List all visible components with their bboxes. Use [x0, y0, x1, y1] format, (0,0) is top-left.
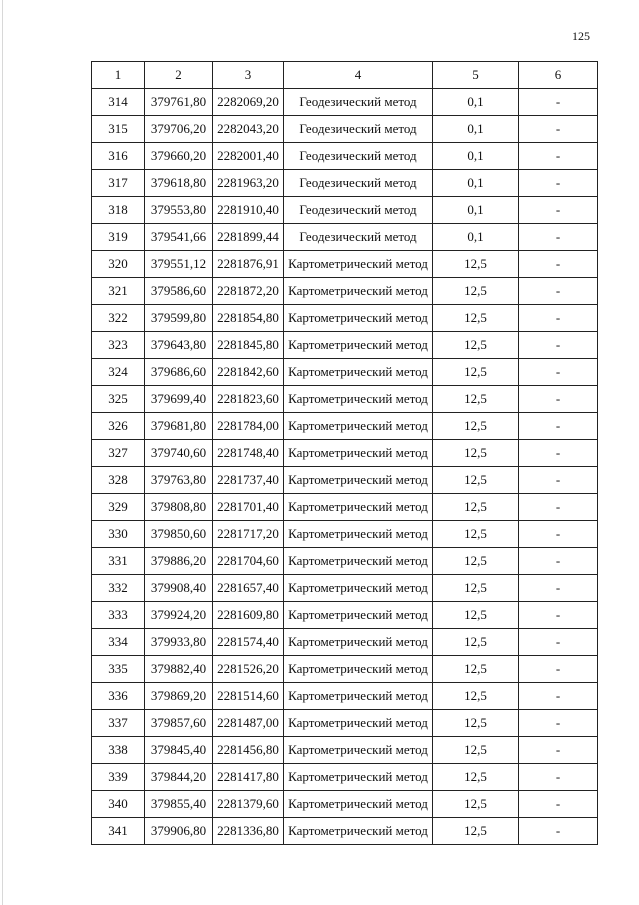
y-coordinate-cell: 2282043,20: [213, 116, 284, 143]
method-cell: Геодезический метод: [284, 89, 433, 116]
table-row: [92, 386, 598, 413]
point-number-cell: 320: [92, 251, 145, 278]
x-coordinate-cell: 379886,20: [145, 548, 213, 575]
method-cell: Картометрический метод: [284, 602, 433, 629]
x-coordinate-cell: 379845,40: [145, 737, 213, 764]
x-coordinate-cell: 379763,80: [145, 467, 213, 494]
note-cell: -: [519, 818, 598, 845]
column-header: 5: [433, 62, 519, 89]
y-coordinate-cell: 2281845,80: [213, 332, 284, 359]
method-cell: Картометрический метод: [284, 710, 433, 737]
table-row: [92, 467, 598, 494]
note-cell: -: [519, 332, 598, 359]
method-cell: Картометрический метод: [284, 548, 433, 575]
method-cell: Картометрический метод: [284, 575, 433, 602]
method-cell: Картометрический метод: [284, 386, 433, 413]
method-cell: Картометрический метод: [284, 791, 433, 818]
method-cell: Картометрический метод: [284, 467, 433, 494]
table-row: [92, 278, 598, 305]
table-row: [92, 737, 598, 764]
table-row: [92, 818, 598, 845]
y-coordinate-cell: 2282069,20: [213, 89, 284, 116]
table-row: [92, 629, 598, 656]
x-coordinate-cell: 379686,60: [145, 359, 213, 386]
point-number-cell: 340: [92, 791, 145, 818]
note-cell: -: [519, 170, 598, 197]
method-cell: Картометрический метод: [284, 251, 433, 278]
y-coordinate-cell: 2281899,44: [213, 224, 284, 251]
accuracy-cell: 12,5: [433, 737, 519, 764]
method-cell: Картометрический метод: [284, 818, 433, 845]
y-coordinate-cell: 2281526,20: [213, 656, 284, 683]
accuracy-cell: 12,5: [433, 656, 519, 683]
point-number-cell: 316: [92, 143, 145, 170]
column-header: 4: [284, 62, 433, 89]
method-cell: Картометрический метод: [284, 332, 433, 359]
y-coordinate-cell: 2281701,40: [213, 494, 284, 521]
y-coordinate-cell: 2281336,80: [213, 818, 284, 845]
note-cell: -: [519, 224, 598, 251]
x-coordinate-cell: 379599,80: [145, 305, 213, 332]
note-cell: -: [519, 278, 598, 305]
y-coordinate-cell: 2282001,40: [213, 143, 284, 170]
point-number-cell: 336: [92, 683, 145, 710]
table-row: [92, 116, 598, 143]
point-number-cell: 338: [92, 737, 145, 764]
point-number-cell: 329: [92, 494, 145, 521]
x-coordinate-cell: 379699,40: [145, 386, 213, 413]
table-row: [92, 170, 598, 197]
point-number-cell: 322: [92, 305, 145, 332]
x-coordinate-cell: 379850,60: [145, 521, 213, 548]
accuracy-cell: 0,1: [433, 170, 519, 197]
accuracy-cell: 0,1: [433, 116, 519, 143]
x-coordinate-cell: 379586,60: [145, 278, 213, 305]
table-row: [92, 683, 598, 710]
method-cell: Картометрический метод: [284, 764, 433, 791]
y-coordinate-cell: 2281876,91: [213, 251, 284, 278]
table-body: [92, 89, 598, 845]
y-coordinate-cell: 2281704,60: [213, 548, 284, 575]
x-coordinate-cell: 379618,80: [145, 170, 213, 197]
accuracy-cell: 12,5: [433, 818, 519, 845]
coordinates-table: [91, 61, 598, 845]
point-number-cell: 328: [92, 467, 145, 494]
y-coordinate-cell: 2281514,60: [213, 683, 284, 710]
note-cell: -: [519, 143, 598, 170]
accuracy-cell: 12,5: [433, 521, 519, 548]
table-row: [92, 440, 598, 467]
table-row: [92, 656, 598, 683]
y-coordinate-cell: 2281737,40: [213, 467, 284, 494]
note-cell: -: [519, 413, 598, 440]
accuracy-cell: 0,1: [433, 89, 519, 116]
note-cell: -: [519, 116, 598, 143]
point-number-cell: 333: [92, 602, 145, 629]
y-coordinate-cell: 2281657,40: [213, 575, 284, 602]
accuracy-cell: 12,5: [433, 386, 519, 413]
x-coordinate-cell: 379553,80: [145, 197, 213, 224]
point-number-cell: 327: [92, 440, 145, 467]
x-coordinate-cell: 379808,80: [145, 494, 213, 521]
y-coordinate-cell: 2281784,00: [213, 413, 284, 440]
note-cell: -: [519, 521, 598, 548]
method-cell: Геодезический метод: [284, 143, 433, 170]
point-number-cell: 323: [92, 332, 145, 359]
scan-edge-line: [2, 0, 3, 905]
y-coordinate-cell: 2281379,60: [213, 791, 284, 818]
note-cell: -: [519, 737, 598, 764]
table-row: [92, 575, 598, 602]
table-header-row: [92, 62, 598, 89]
y-coordinate-cell: 2281823,60: [213, 386, 284, 413]
point-number-cell: 330: [92, 521, 145, 548]
accuracy-cell: 12,5: [433, 548, 519, 575]
method-cell: Картометрический метод: [284, 737, 433, 764]
method-cell: Картометрический метод: [284, 683, 433, 710]
x-coordinate-cell: 379908,40: [145, 575, 213, 602]
note-cell: -: [519, 359, 598, 386]
accuracy-cell: 12,5: [433, 791, 519, 818]
point-number-cell: 324: [92, 359, 145, 386]
accuracy-cell: 12,5: [433, 710, 519, 737]
table-row: [92, 764, 598, 791]
x-coordinate-cell: 379740,60: [145, 440, 213, 467]
note-cell: -: [519, 791, 598, 818]
table-row: [92, 521, 598, 548]
y-coordinate-cell: 2281963,20: [213, 170, 284, 197]
table-row: [92, 791, 598, 818]
y-coordinate-cell: 2281417,80: [213, 764, 284, 791]
x-coordinate-cell: 379882,40: [145, 656, 213, 683]
y-coordinate-cell: 2281609,80: [213, 602, 284, 629]
point-number-cell: 315: [92, 116, 145, 143]
x-coordinate-cell: 379541,66: [145, 224, 213, 251]
table-row: [92, 710, 598, 737]
method-cell: Картометрический метод: [284, 305, 433, 332]
accuracy-cell: 12,5: [433, 359, 519, 386]
table-row: [92, 548, 598, 575]
accuracy-cell: 12,5: [433, 494, 519, 521]
note-cell: -: [519, 656, 598, 683]
note-cell: -: [519, 89, 598, 116]
point-number-cell: 337: [92, 710, 145, 737]
table-row: [92, 413, 598, 440]
point-number-cell: 317: [92, 170, 145, 197]
note-cell: -: [519, 305, 598, 332]
method-cell: Картометрический метод: [284, 494, 433, 521]
point-number-cell: 321: [92, 278, 145, 305]
x-coordinate-cell: 379551,12: [145, 251, 213, 278]
accuracy-cell: 12,5: [433, 629, 519, 656]
method-cell: Картометрический метод: [284, 656, 433, 683]
note-cell: -: [519, 710, 598, 737]
table-row: [92, 305, 598, 332]
accuracy-cell: 12,5: [433, 332, 519, 359]
note-cell: -: [519, 467, 598, 494]
note-cell: -: [519, 764, 598, 791]
table-row: [92, 251, 598, 278]
y-coordinate-cell: 2281748,40: [213, 440, 284, 467]
note-cell: -: [519, 494, 598, 521]
method-cell: Геодезический метод: [284, 224, 433, 251]
point-number-cell: 331: [92, 548, 145, 575]
y-coordinate-cell: 2281910,40: [213, 197, 284, 224]
method-cell: Картометрический метод: [284, 629, 433, 656]
x-coordinate-cell: 379643,80: [145, 332, 213, 359]
method-cell: Геодезический метод: [284, 116, 433, 143]
table-row: [92, 143, 598, 170]
method-cell: Картометрический метод: [284, 359, 433, 386]
accuracy-cell: 12,5: [433, 278, 519, 305]
column-header: 2: [145, 62, 213, 89]
y-coordinate-cell: 2281574,40: [213, 629, 284, 656]
accuracy-cell: 12,5: [433, 305, 519, 332]
method-cell: Картометрический метод: [284, 413, 433, 440]
point-number-cell: 318: [92, 197, 145, 224]
y-coordinate-cell: 2281842,60: [213, 359, 284, 386]
point-number-cell: 335: [92, 656, 145, 683]
point-number-cell: 334: [92, 629, 145, 656]
method-cell: Геодезический метод: [284, 197, 433, 224]
note-cell: -: [519, 197, 598, 224]
method-cell: Картометрический метод: [284, 521, 433, 548]
note-cell: -: [519, 683, 598, 710]
accuracy-cell: 12,5: [433, 413, 519, 440]
accuracy-cell: 0,1: [433, 143, 519, 170]
table-row: [92, 89, 598, 116]
point-number-cell: 339: [92, 764, 145, 791]
table-row: [92, 602, 598, 629]
column-header: 1: [92, 62, 145, 89]
y-coordinate-cell: 2281872,20: [213, 278, 284, 305]
table-row: [92, 332, 598, 359]
point-number-cell: 325: [92, 386, 145, 413]
note-cell: -: [519, 602, 598, 629]
x-coordinate-cell: 379681,80: [145, 413, 213, 440]
accuracy-cell: 0,1: [433, 224, 519, 251]
x-coordinate-cell: 379857,60: [145, 710, 213, 737]
x-coordinate-cell: 379761,80: [145, 89, 213, 116]
y-coordinate-cell: 2281717,20: [213, 521, 284, 548]
column-header: 6: [519, 62, 598, 89]
accuracy-cell: 12,5: [433, 467, 519, 494]
point-number-cell: 326: [92, 413, 145, 440]
note-cell: -: [519, 575, 598, 602]
x-coordinate-cell: 379924,20: [145, 602, 213, 629]
accuracy-cell: 12,5: [433, 251, 519, 278]
method-cell: Картометрический метод: [284, 278, 433, 305]
accuracy-cell: 12,5: [433, 683, 519, 710]
accuracy-cell: 12,5: [433, 440, 519, 467]
point-number-cell: 314: [92, 89, 145, 116]
x-coordinate-cell: 379706,20: [145, 116, 213, 143]
accuracy-cell: 12,5: [433, 602, 519, 629]
x-coordinate-cell: 379933,80: [145, 629, 213, 656]
point-number-cell: 341: [92, 818, 145, 845]
x-coordinate-cell: 379906,80: [145, 818, 213, 845]
note-cell: -: [519, 548, 598, 575]
method-cell: Картометрический метод: [284, 440, 433, 467]
table-row: [92, 359, 598, 386]
accuracy-cell: 12,5: [433, 575, 519, 602]
method-cell: Геодезический метод: [284, 170, 433, 197]
y-coordinate-cell: 2281854,80: [213, 305, 284, 332]
x-coordinate-cell: 379869,20: [145, 683, 213, 710]
table-row: [92, 494, 598, 521]
note-cell: -: [519, 629, 598, 656]
x-coordinate-cell: 379855,40: [145, 791, 213, 818]
note-cell: -: [519, 386, 598, 413]
accuracy-cell: 12,5: [433, 764, 519, 791]
table-row: [92, 224, 598, 251]
note-cell: -: [519, 440, 598, 467]
table-row: [92, 197, 598, 224]
column-header: 3: [213, 62, 284, 89]
y-coordinate-cell: 2281456,80: [213, 737, 284, 764]
accuracy-cell: 0,1: [433, 197, 519, 224]
y-coordinate-cell: 2281487,00: [213, 710, 284, 737]
x-coordinate-cell: 379844,20: [145, 764, 213, 791]
page-number: 125: [572, 29, 590, 43]
point-number-cell: 332: [92, 575, 145, 602]
x-coordinate-cell: 379660,20: [145, 143, 213, 170]
note-cell: -: [519, 251, 598, 278]
point-number-cell: 319: [92, 224, 145, 251]
